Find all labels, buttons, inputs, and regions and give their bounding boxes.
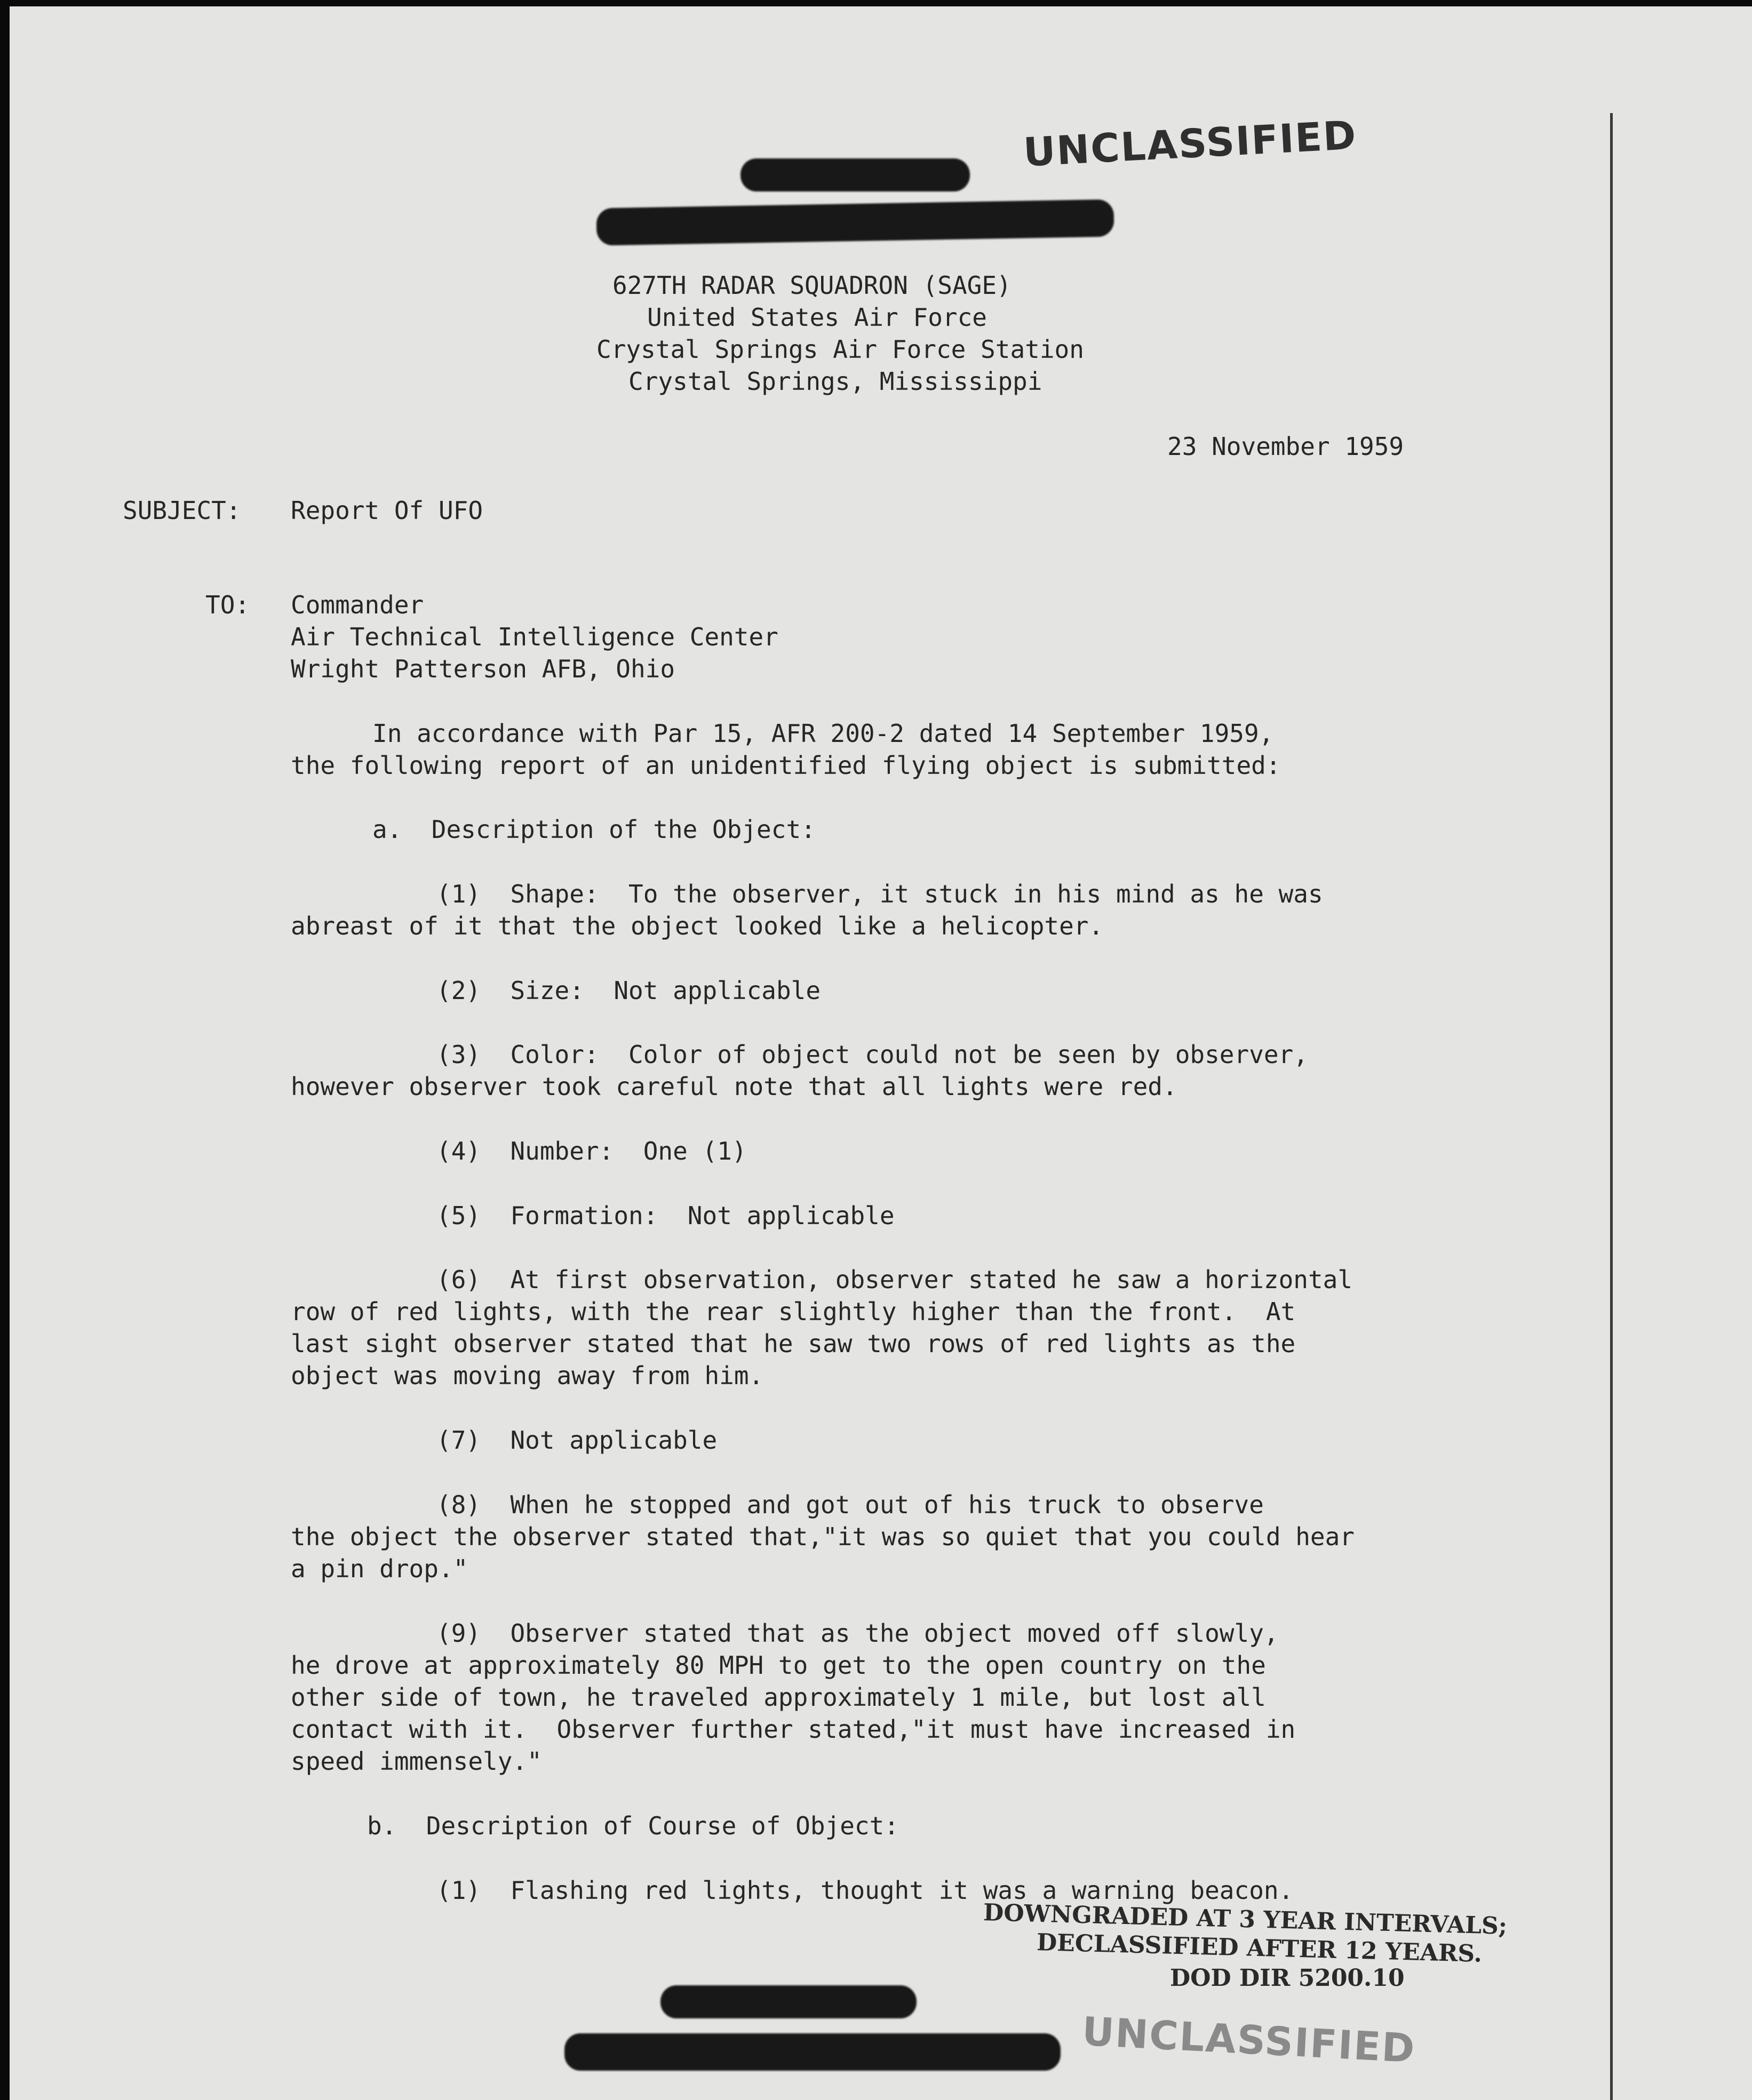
header-line-4: Crystal Springs, Mississippi xyxy=(628,367,1042,396)
item-a8-line-1: (8) When he stopped and got out of his truck to observe xyxy=(436,1490,1264,1519)
item-a9-line-2: he drove at approximately 80 MPH to get to the open country on the xyxy=(291,1651,1266,1680)
document-date: 23 November 1959 xyxy=(1167,432,1404,461)
item-a5: (5) Formation: Not applicable xyxy=(436,1201,895,1230)
item-a1-line-2: abreast of it that the object looked like a helicopter. xyxy=(291,912,1104,940)
item-a1-line-1: (1) Shape: To the observer, it stuck in his mind as he was xyxy=(436,880,1323,908)
header-line-1: 627TH RADAR SQUADRON (SAGE) xyxy=(612,271,1012,300)
subject-value: Report Of UFO xyxy=(291,496,483,525)
intro-line-2: the following report of an unidentified flying object is submitted: xyxy=(291,751,1281,780)
redaction-bar-1 xyxy=(740,158,970,191)
to-label: TO: xyxy=(205,590,250,619)
item-a9-line-5: speed immensely." xyxy=(291,1747,542,1776)
redaction-bar-2 xyxy=(596,199,1114,246)
header-line-2: United States Air Force xyxy=(647,303,987,332)
to-line-2: Air Technical Intelligence Center xyxy=(291,622,778,651)
item-a9-line-3: other side of town, he traveled approximately 1 mile, but lost all xyxy=(291,1683,1266,1712)
item-b1: (1) Flashing red lights, thought it was a warning beacon. xyxy=(436,1876,1294,1905)
intro-line-1: In accordance with Par 15, AFR 200-2 dated 14 September 1959, xyxy=(372,719,1274,748)
item-a2: (2) Size: Not applicable xyxy=(436,976,821,1005)
classification-stamp-bottom: UNCLASSIFIED xyxy=(1081,2008,1417,2072)
item-a9-line-1: (9) Observer stated that as the object moved off slowly, xyxy=(436,1619,1279,1648)
item-a6-line-2: row of red lights, with the rear slightly higher than the front. At xyxy=(291,1297,1296,1326)
to-line-1: Commander xyxy=(291,590,424,619)
item-a6-line-4: object was moving away from him. xyxy=(291,1361,764,1390)
downgrade-line-3: DOD DIR 5200.10 xyxy=(1170,1965,1405,1992)
document-page xyxy=(10,6,1752,2100)
item-a7: (7) Not applicable xyxy=(436,1426,718,1455)
downgrade-line-1: DOWNGRADED AT 3 YEAR INTERVALS; xyxy=(983,1899,1508,1940)
redaction-bar-4 xyxy=(564,2033,1061,2071)
to-line-3: Wright Patterson AFB, Ohio xyxy=(291,654,675,683)
redaction-bar-3 xyxy=(660,1985,917,2018)
subject-label: SUBJECT: xyxy=(123,496,241,525)
item-a4: (4) Number: One (1) xyxy=(436,1137,747,1165)
header-line-3: Crystal Springs Air Force Station xyxy=(596,335,1084,364)
item-a6-line-3: last sight observer stated that he saw two rows of red lights as the xyxy=(291,1329,1296,1358)
page-edge-line xyxy=(1610,113,1613,2100)
downgrade-line-2: DECLASSIFIED AFTER 12 YEARS. xyxy=(1036,1929,1483,1968)
item-a9-line-4: contact with it. Observer further stated,"it must have increased in xyxy=(291,1715,1296,1744)
section-b-heading: b. Description of Course of Object: xyxy=(367,1811,899,1840)
item-a8-line-3: a pin drop." xyxy=(291,1554,468,1583)
item-a6-line-1: (6) At first observation, observer stated he saw a horizontal xyxy=(436,1265,1353,1294)
section-a-heading: a. Description of the Object: xyxy=(372,815,816,844)
classification-stamp-top: UNCLASSIFIED xyxy=(1022,112,1358,176)
item-a3-line-2: however observer took careful note that all lights were red. xyxy=(291,1072,1177,1101)
item-a8-line-2: the object the observer stated that,"it was so quiet that you could hear xyxy=(291,1522,1355,1551)
item-a3-line-1: (3) Color: Color of object could not be seen by observer, xyxy=(436,1040,1308,1069)
